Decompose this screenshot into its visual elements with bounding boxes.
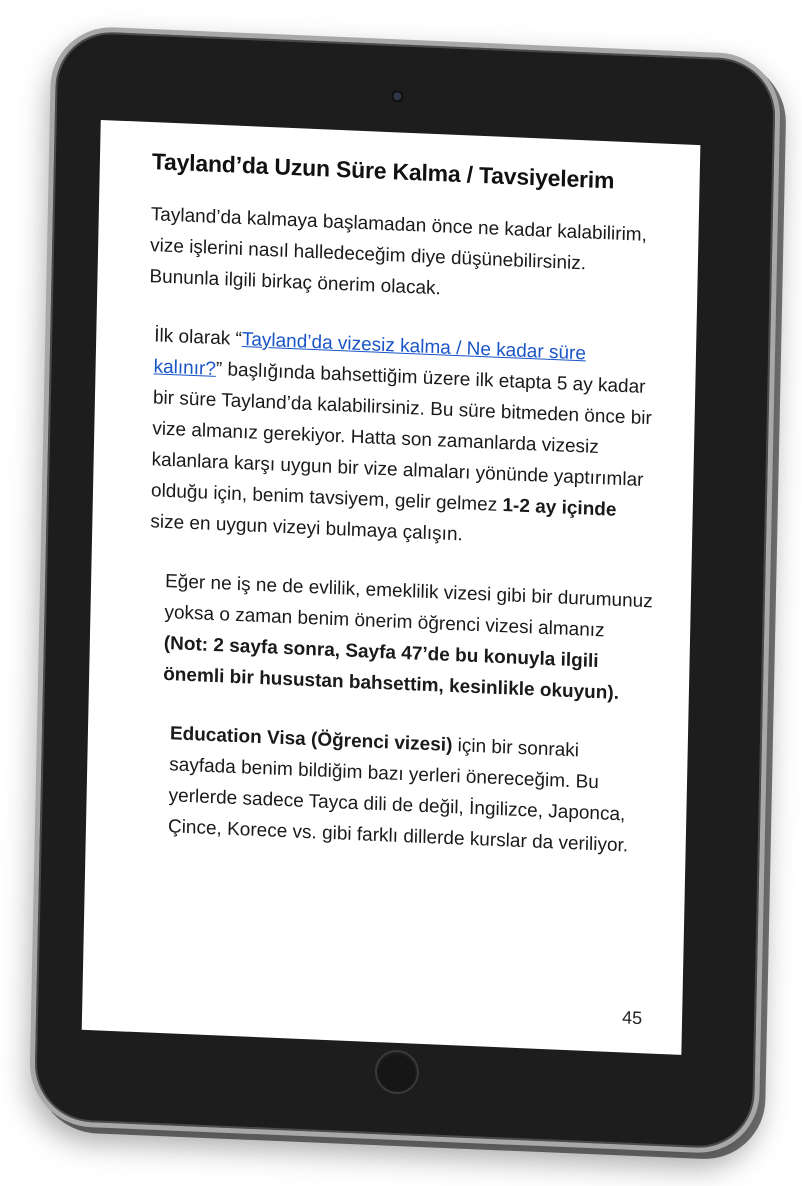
- paragraph-2-before-link: İlk olarak “: [154, 325, 243, 350]
- page-number: 45: [621, 1007, 643, 1029]
- paragraph-visa-duration: [144, 320, 658, 558]
- tablet-device: [29, 25, 782, 1155]
- paragraph-intro-text: Tayland’da kalmaya başlamadan önce ne kadar kalabilirim, vize işlerini nasıl halledeceğim diye düşünebilirsiniz. Bununla ilgili birkaç önerim olacak.: [149, 204, 648, 300]
- paragraph-4-bold: Education Visa (Öğrenci vizesi): [169, 723, 453, 757]
- paragraph-3-note: (Not: 2 sayfa sonra, Sayfa 47’de bu konuyla ilgili önemli bir husustan bahsettim, kesinlikle okuyun).: [162, 632, 620, 705]
- paragraph-intro: [149, 199, 661, 313]
- paragraph-3-text: Eğer ne iş ne de evlilik, emeklilik vizesi gibi bir durumunuz yoksa o zaman benim önerim öğrenci vizesi almanız: [164, 570, 653, 642]
- camera-icon: [393, 92, 401, 100]
- paragraph-student-visa: [141, 565, 653, 710]
- visa-free-stay-link[interactable]: Tayland’da vizesiz kalma / Ne kadar süre kalınır?: [153, 329, 587, 380]
- home-button-icon[interactable]: [374, 1049, 419, 1095]
- paragraph-4-text: için bir sonraki sayfada benim bildiğim bazı yerleri önereceğim. Bu yerlerde sadece Tayca dili de değil, İngilizce, Japonca, Çince, Korece vs. gibi farklı dillerde kurslar da veriliyor.: [167, 735, 629, 857]
- paragraph-2-end: size en uygun vizeyi bulmaya çalışın.: [150, 511, 463, 546]
- ebook-screen: [82, 120, 701, 1055]
- paragraph-2-after-link: ” başlığında bahsettiğim üzere ilk etapta 5 ay kadar bir süre Tayland’da kalabilirsiniz. Bu süre bitmeden önce bir vize almanız gerekiyor. Hatta son zamanlarda vizesiz kalanlara karşı uygun bir vize almaları yönünde yaptırımlar olduğu için, benim tavsiyem, gelir gelmez: [150, 358, 653, 517]
- paragraph-education-visa: [138, 717, 650, 862]
- paragraph-2-bold: 1-2 ay içinde: [502, 495, 617, 521]
- page-title: Tayland’da Uzun Süre Kalma / Tavsiyelerim: [151, 148, 615, 194]
